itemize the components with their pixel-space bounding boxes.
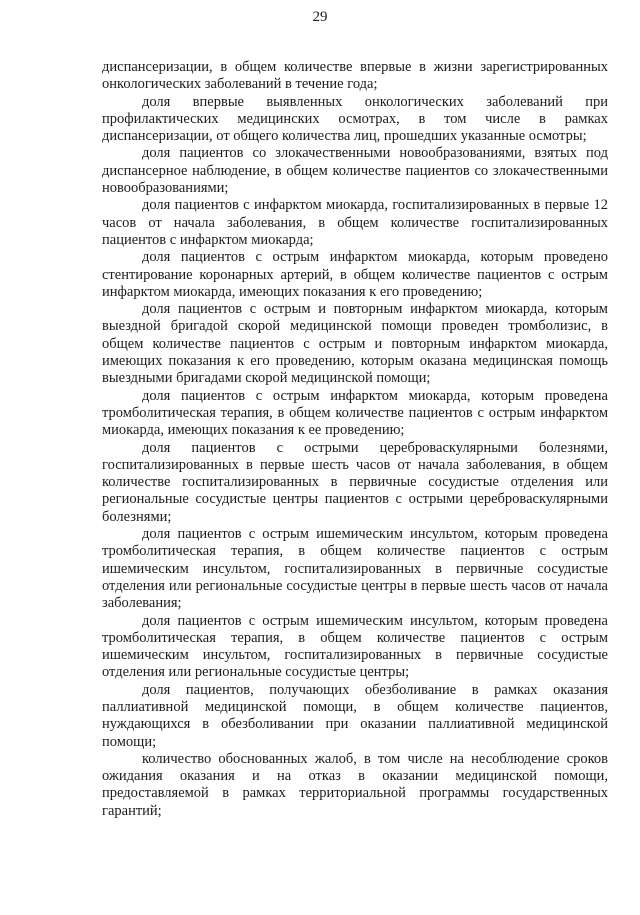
paragraph: доля пациентов с острым и повторным инфарктом миокарда, которым выездной бригадой скорой медицинской помощи проведен тромболизис, в общем количестве пациентов с острым и повторным инфарктом миокарда, имеющих показания к его проведению, которым оказана медицинская помощь выездными бригадами скорой медицинской помощи; xyxy=(102,301,608,387)
paragraph: доля пациентов, получающих обезболивание в рамках оказания паллиативной медицинской помощи, в общем количестве пациентов, нуждающихся в обезболивании при оказании паллиативной медицинской помощи; xyxy=(102,681,608,750)
paragraph-continuation: диспансеризации, в общем количестве впервые в жизни зарегистрированных онкологических заболеваний в течение года; xyxy=(102,59,608,93)
page-number: 29 xyxy=(312,9,328,25)
document-body xyxy=(102,59,608,820)
paragraph: доля пациентов с острым инфарктом миокарда, которым проведена тромболитическая терапия, в общем количестве пациентов с острым инфарктом миокарда, имеющих показания к ее проведению; xyxy=(102,387,608,439)
paragraph: доля пациентов с острыми цереброваскулярными болезнями, госпитализированных в первые шесть часов от начала заболевания, в общем количестве госпитализированных в первичные сосудистые отделения или региональные сосудистые центры пациентов с острыми цереброваскулярными болезнями; xyxy=(102,439,608,525)
paragraph: доля пациентов с острым ишемическим инсультом, которым проведена тромболитическая терапия, в общем количестве пациентов с острым ишемическим инсультом, госпитализированных в первичные сосудистые отделения или региональные сосудистые центры; xyxy=(102,612,608,681)
paragraph: доля пациентов с инфарктом миокарда, госпитализированных в первые 12 часов от начала заболевания, в общем количестве госпитализированных пациентов с инфарктом миокарда; xyxy=(102,197,608,248)
paragraph: доля пациентов со злокачественными новообразованиями, взятых под диспансерное наблюдение, в общем количестве пациентов со злокачественными новообразованиями; xyxy=(102,145,608,197)
paragraph: доля впервые выявленных онкологических заболеваний при профилактических медицинских осмотрах, в том числе в рамках диспансеризации, от общего количества лиц, прошедших указанные осмотры; xyxy=(102,93,608,145)
paragraph: количество обоснованных жалоб, в том числе на несоблюдение сроков ожидания оказания и на отказ в оказании медицинской помощи, предоставляемой в рамках территориальной программы государственных гарантий; xyxy=(102,750,608,819)
paragraph: доля пациентов с острым ишемическим инсультом, которым проведена тромболитическая терапия, в общем количестве пациентов с острым ишемическим инсультом, госпитализированных в первичные сосудистые отделения или региональные сосудистые центры в первые шесть часов от начала заболевания; xyxy=(102,526,608,612)
paragraph: доля пациентов с острым инфарктом миокарда, которым проведено стентирование коронарных артерий, в общем количестве пациентов с острым инфарктом миокарда, имеющих показания к его проведению; xyxy=(102,249,608,300)
